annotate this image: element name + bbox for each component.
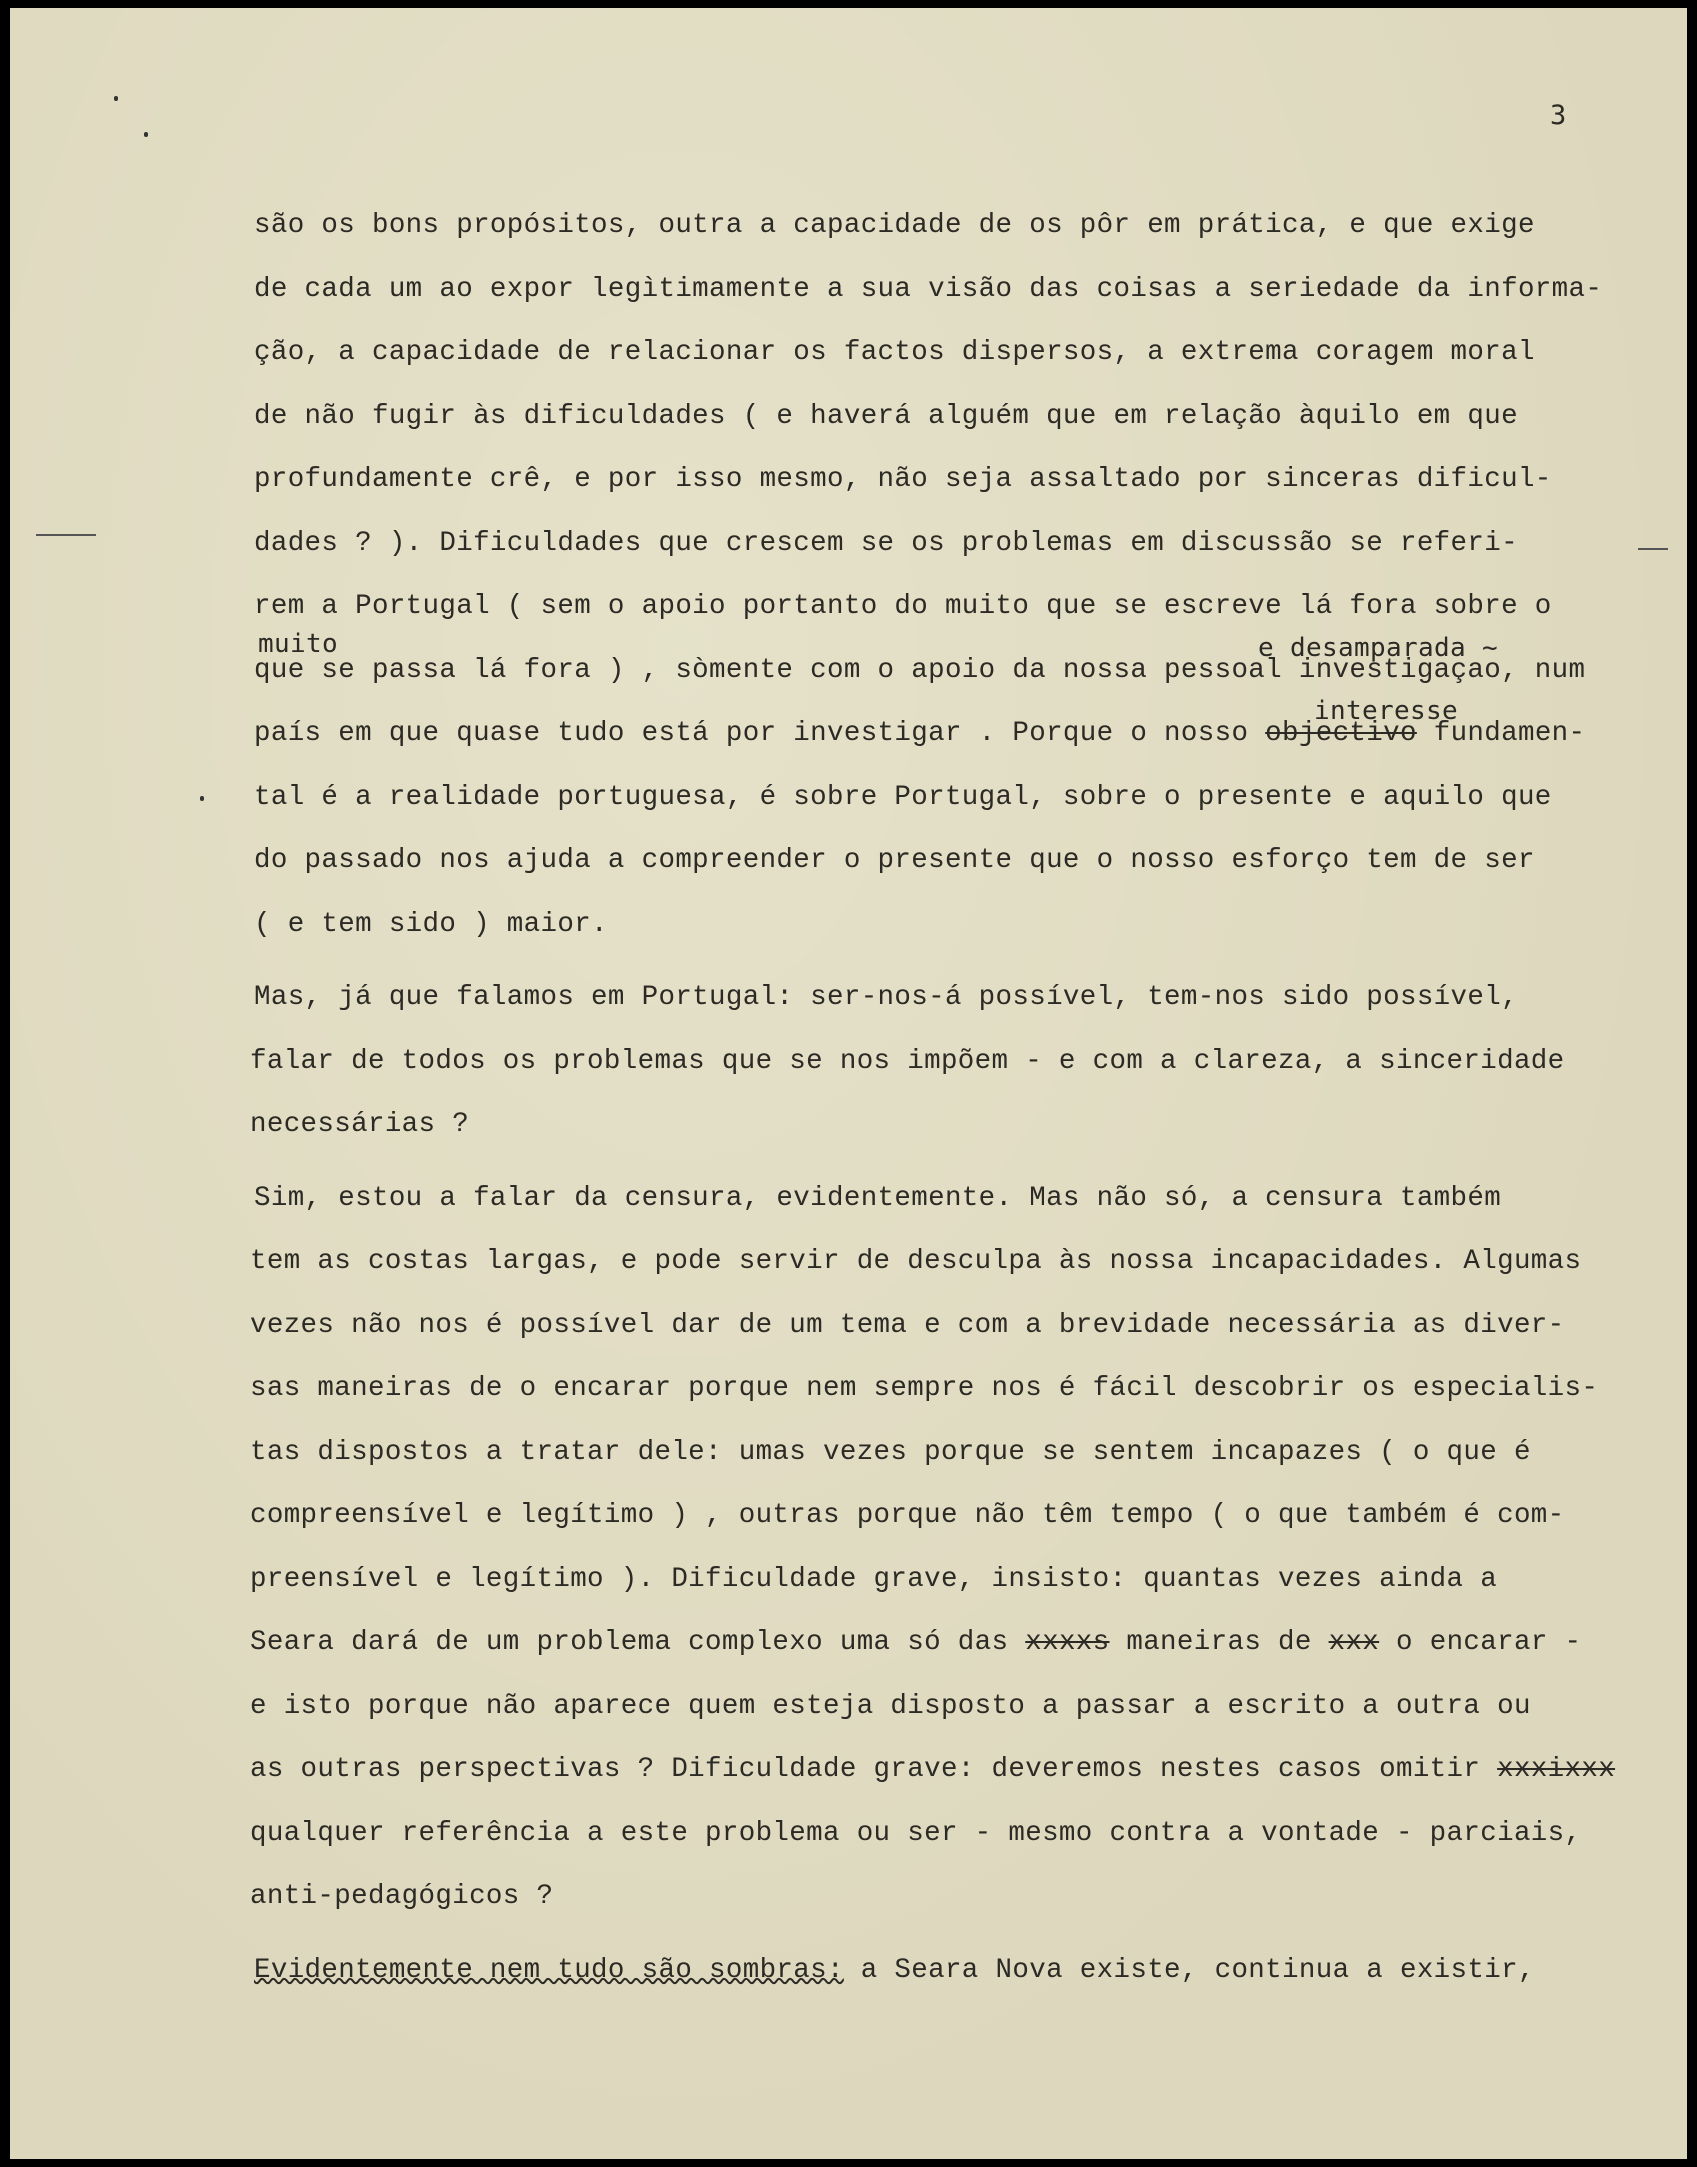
text-line-end: a Seara Nova existe, continua a existir, [843,1954,1535,1986]
text-line: são os bons propósitos, outra a capacidade de os pôr em prática, e que exige [254,210,1535,241]
insertion-muito: muito [258,629,339,659]
ink-speck [114,96,118,101]
text-line: dades ? ). Dificuldades que crescem se os problemas em discussão se referi- [254,527,1518,559]
text-line-content: que se passa lá fora ) , sòmente com o apoio da nossa pessoal investigaçao, num [254,654,1586,686]
text-line: tem as costas largas, e pode servir de desculpa às nossa incapacidades. Algumas [250,1246,1582,1277]
text-line-start: Seara dará de um problema complexo uma só das [250,1627,1026,1658]
struck-sentence: Evidentemente nem tudo são sombras: [254,1954,844,1986]
typed-body [250,194,1674,2002]
text-line: Mas, já que falamos em Portugal: ser-nos-á possível, tem-nos sido possível, [254,982,1518,1013]
margin-rule-mark [36,534,96,536]
text-line-content: rem a Portugal ( sem o apoio portanto do muito que se escreve lá fora sobre o [254,591,1552,622]
text-line: ção, a capacidade de relacionar os factos dispersos, a extrema coragem moral [254,337,1535,368]
struck-word: xxx [1328,1627,1380,1658]
text-line [254,632,1674,703]
ink-speck [200,796,204,801]
ink-speck [144,132,148,137]
text-line: compreensível e legítimo ) , outras porque não têm tempo ( o que também é com- [250,1500,1565,1531]
text-line: falar de todos os problemas que se nos impõem - e com a clareza, a sinceridade [250,1045,1565,1077]
struck-word: xxxxs [1025,1627,1110,1658]
struck-word: objectivo [1265,718,1417,749]
text-line-end: o encarar - [1379,1627,1582,1658]
text-line-middle: maneiras de [1109,1627,1329,1658]
struck-word: xxxixxx [1497,1754,1616,1785]
text-line: anti-pedagógicos ? [250,1881,554,1912]
text-line: e isto porque não aparece quem esteja disposto a passar a escrito a outra ou [250,1690,1531,1722]
text-line: qualquer referência a este problema ou ser - mesmo contra a vontade - parciais, [250,1817,1582,1849]
text-line-end: fundamen- [1416,718,1586,749]
text-line-start: as outras perspectivas ? Dificuldade grave: deveremos nestes casos omitir [250,1754,1498,1785]
text-line-start: país em que quase tudo está por investigar . Porque o nosso [254,718,1266,749]
text-line: profundamente crê, e por isso mesmo, não seja assaltado por sinceras dificul- [254,464,1552,495]
insertion-desamparada: e desamparada ~ [1258,632,1499,663]
text-line: necessárias ? [250,1109,470,1140]
text-line: tas dispostos a tratar dele: umas vezes porque se sentem incapazes ( o que é [250,1436,1531,1468]
text-line: de não fugir às dificuldades ( e haverá alguém que em relação àquilo em que [254,400,1518,432]
text-line: Sim, estou a falar da censura, evidentemente. Mas não só, a censura também [254,1182,1502,1214]
insertion-interesse: interesse [1314,696,1459,726]
text-line: ( e tem sido ) maior. [254,908,608,940]
page-number: 3 [1550,100,1567,131]
text-line [250,1738,1674,1802]
typewritten-page [10,8,1687,2159]
text-line [250,1611,1674,1675]
text-line [254,696,1674,766]
text-line: sas maneiras de o encarar porque nem sempre nos é fácil descobrir os especialis- [250,1373,1599,1404]
text-line: tal é a realidade portuguesa, é sobre Portugal, sobre o presente e aquilo que [254,781,1552,813]
text-line: do passado nos ajuda a compreender o presente que o nosso esforço tem de ser [254,845,1535,876]
text-line: preensível e legítimo ). Dificuldade grave, insisto: quantas vezes ainda a [250,1563,1498,1595]
text-line: vezes não nos é possível dar de um tema e com a brevidade necessária as diver- [250,1309,1565,1341]
text-line [186,1939,1674,2003]
text-line: de cada um ao expor legìtimamente a sua visão das coisas a seriedade da informa- [254,273,1603,305]
